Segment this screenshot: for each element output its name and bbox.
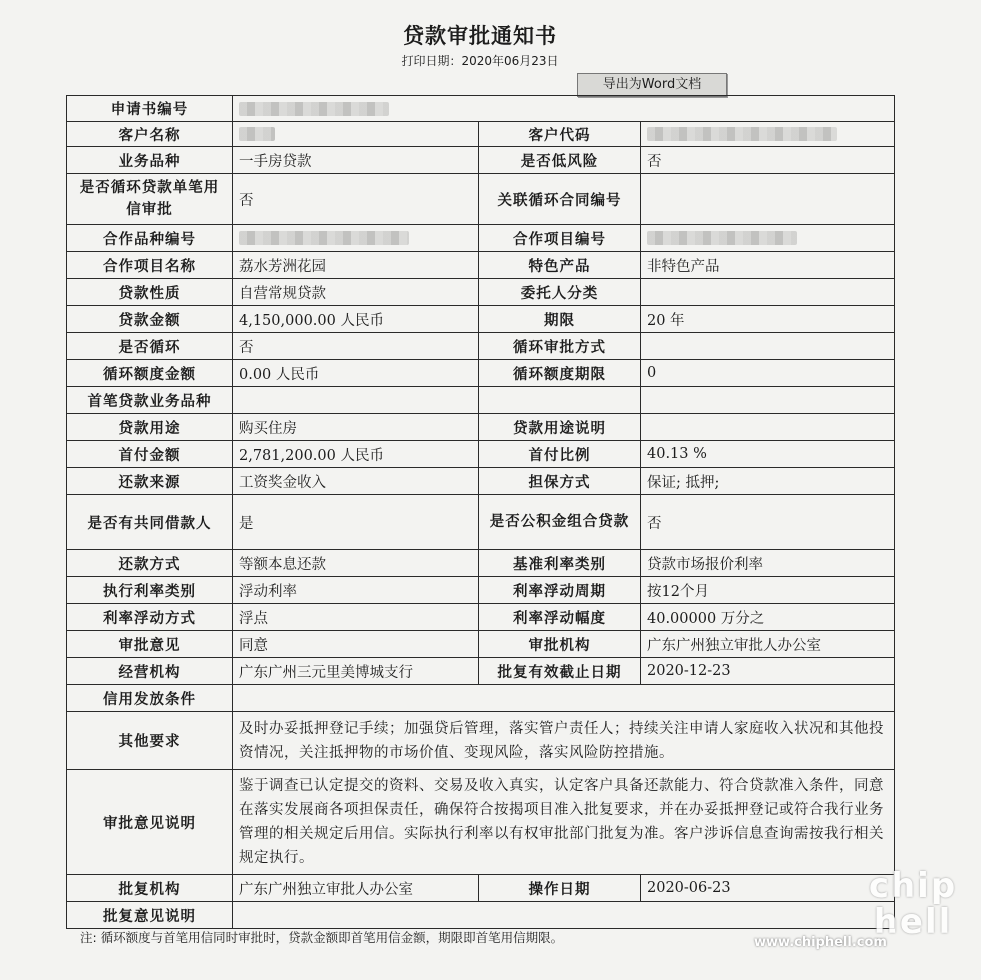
label-single-approval: 是否循环贷款单笔用信审批 xyxy=(67,174,233,225)
value-application-no xyxy=(233,96,895,122)
value-provident-combo: 否 xyxy=(641,495,895,550)
empty-cell xyxy=(479,387,641,414)
value-exec-rate-type: 浮动利率 xyxy=(233,577,479,604)
label-loan-amount: 贷款金额 xyxy=(67,306,233,333)
value-special-product: 非特色产品 xyxy=(641,252,895,279)
label-benchmark-rate: 基准利率类别 xyxy=(479,550,641,577)
label-first-business-type: 首笔贷款业务品种 xyxy=(67,387,233,414)
value-approval-org: 广东广州独立审批人办公室 xyxy=(641,631,895,658)
value-reply-desc xyxy=(233,902,895,929)
label-operating-org: 经营机构 xyxy=(67,658,233,685)
value-float-range: 40.00000 万分之 xyxy=(641,604,895,631)
label-related-contract: 关联循环合同编号 xyxy=(479,174,641,225)
label-down-ratio: 首付比例 xyxy=(479,441,641,468)
value-is-revolving: 否 xyxy=(233,333,479,360)
label-coop-project-name: 合作项目名称 xyxy=(67,252,233,279)
label-coop-type-no: 合作品种编号 xyxy=(67,225,233,252)
label-revolving-term: 循环额度期限 xyxy=(479,360,641,387)
value-co-borrower: 是 xyxy=(233,495,479,550)
approval-form-table xyxy=(66,95,895,929)
value-down-ratio: 40.13 % xyxy=(641,441,895,468)
value-benchmark-rate: 贷款市场报价利率 xyxy=(641,550,895,577)
value-customer-name xyxy=(233,122,479,147)
print-date: 打印日期：2020年06月23日 xyxy=(401,54,559,68)
label-application-no: 申请书编号 xyxy=(67,96,233,122)
label-coop-project-no: 合作项目编号 xyxy=(479,225,641,252)
redacted-block xyxy=(239,231,409,245)
footnote: 注: 循环额度与首笔用信同时审批时，贷款金额即首笔用信金额，期限即首笔用信期限。 xyxy=(80,930,564,945)
label-low-risk: 是否低风险 xyxy=(479,147,641,174)
value-coop-type-no xyxy=(233,225,479,252)
label-provident-combo: 是否公积金组合贷款 xyxy=(479,495,641,550)
label-co-borrower: 是否有共同借款人 xyxy=(67,495,233,550)
value-reply-org: 广东广州独立审批人办公室 xyxy=(233,875,479,902)
value-loan-amount: 4,150,000.00 人民币 xyxy=(233,306,479,333)
label-other-requirements: 其他要求 xyxy=(67,712,233,770)
label-customer-code: 客户代码 xyxy=(479,122,641,147)
value-operating-org: 广东广州三元里美博城支行 xyxy=(233,658,479,685)
label-op-date: 操作日期 xyxy=(479,875,641,902)
label-opinion: 审批意见 xyxy=(67,631,233,658)
label-customer-name: 客户名称 xyxy=(67,122,233,147)
value-float-cycle: 按12个月 xyxy=(641,577,895,604)
label-reply-desc: 批复意见说明 xyxy=(67,902,233,929)
label-revolving-method: 循环审批方式 xyxy=(479,333,641,360)
value-loan-nature: 自营常规贷款 xyxy=(233,279,479,306)
label-opinion-desc: 审批意见说明 xyxy=(67,770,233,875)
value-repay-method: 等额本息还款 xyxy=(233,550,479,577)
label-float-range: 利率浮动幅度 xyxy=(479,604,641,631)
label-special-product: 特色产品 xyxy=(479,252,641,279)
value-coop-project-name: 荔水芳洲花园 xyxy=(233,252,479,279)
value-customer-code xyxy=(641,122,895,147)
value-purpose-desc xyxy=(641,414,895,441)
label-term: 期限 xyxy=(479,306,641,333)
watermark-site: www.chiphell.com xyxy=(754,935,887,950)
label-exec-rate-type: 执行利率类别 xyxy=(67,577,233,604)
label-float-cycle: 利率浮动周期 xyxy=(479,577,641,604)
value-opinion-desc: 鉴于调查已认定提交的资料、交易及收入真实，认定客户具备还款能力、符合贷款准入条件，同意在落实发展商各项担保责任，确保符合按揭项目准入批复要求，并在办妥抵押登记或符合我行业务管理的相关规定后用信。实际执行利率以有权审批部门批复为准。客户涉诉信息查询需按我行相关规定执行。 xyxy=(233,770,895,875)
value-first-business-type xyxy=(233,387,479,414)
label-repay-method: 还款方式 xyxy=(67,550,233,577)
value-revolving-term: 0 xyxy=(641,360,895,387)
label-trustee-type: 委托人分类 xyxy=(479,279,641,306)
value-op-date: 2020-06-23 xyxy=(641,875,895,902)
label-float-method: 利率浮动方式 xyxy=(67,604,233,631)
value-revolving-amount: 0.00 人民币 xyxy=(233,360,479,387)
value-term: 20 年 xyxy=(641,306,895,333)
label-revolving-amount: 循环额度金额 xyxy=(67,360,233,387)
value-revolving-method xyxy=(641,333,895,360)
watermark-logo-text: chip hell xyxy=(868,866,958,942)
label-guarantee: 担保方式 xyxy=(479,468,641,495)
value-opinion: 同意 xyxy=(233,631,479,658)
label-down-payment: 首付金额 xyxy=(67,441,233,468)
value-guarantee: 保证; 抵押; xyxy=(641,468,895,495)
label-purpose-desc: 贷款用途说明 xyxy=(479,414,641,441)
value-expiry: 2020-12-23 xyxy=(641,658,895,685)
redacted-block xyxy=(647,231,797,245)
label-credit-conditions: 信用发放条件 xyxy=(67,685,233,712)
export-word-button[interactable]: 导出为Word文档 xyxy=(577,73,727,97)
empty-cell xyxy=(641,387,895,414)
value-credit-conditions xyxy=(233,685,895,712)
value-trustee-type xyxy=(641,279,895,306)
value-low-risk: 否 xyxy=(641,147,895,174)
redacted-block xyxy=(239,102,389,116)
value-single-approval: 否 xyxy=(233,174,479,225)
label-approval-org: 审批机构 xyxy=(479,631,641,658)
redacted-block xyxy=(647,127,837,141)
value-business-type: 一手房贷款 xyxy=(233,147,479,174)
value-repay-source: 工资奖金收入 xyxy=(233,468,479,495)
value-related-contract xyxy=(641,174,895,225)
redacted-block xyxy=(239,127,275,141)
chiphell-watermark-logo xyxy=(867,868,959,940)
label-reply-org: 批复机构 xyxy=(67,875,233,902)
value-coop-project-no xyxy=(641,225,895,252)
value-float-method: 浮点 xyxy=(233,604,479,631)
document-title: 贷款审批通知书 xyxy=(403,24,557,48)
label-loan-nature: 贷款性质 xyxy=(67,279,233,306)
value-down-payment: 2,781,200.00 人民币 xyxy=(233,441,479,468)
label-loan-purpose: 贷款用途 xyxy=(67,414,233,441)
label-is-revolving: 是否循环 xyxy=(67,333,233,360)
value-loan-purpose: 购买住房 xyxy=(233,414,479,441)
label-expiry: 批复有效截止日期 xyxy=(479,658,641,685)
value-other-requirements: 及时办妥抵押登记手续；加强贷后管理，落实管户责任人；持续关注申请人家庭收入状况和其他投资情况，关注抵押物的市场价值、变现风险，落实风险防控措施。 xyxy=(233,712,895,770)
label-repay-source: 还款来源 xyxy=(67,468,233,495)
label-business-type: 业务品种 xyxy=(67,147,233,174)
